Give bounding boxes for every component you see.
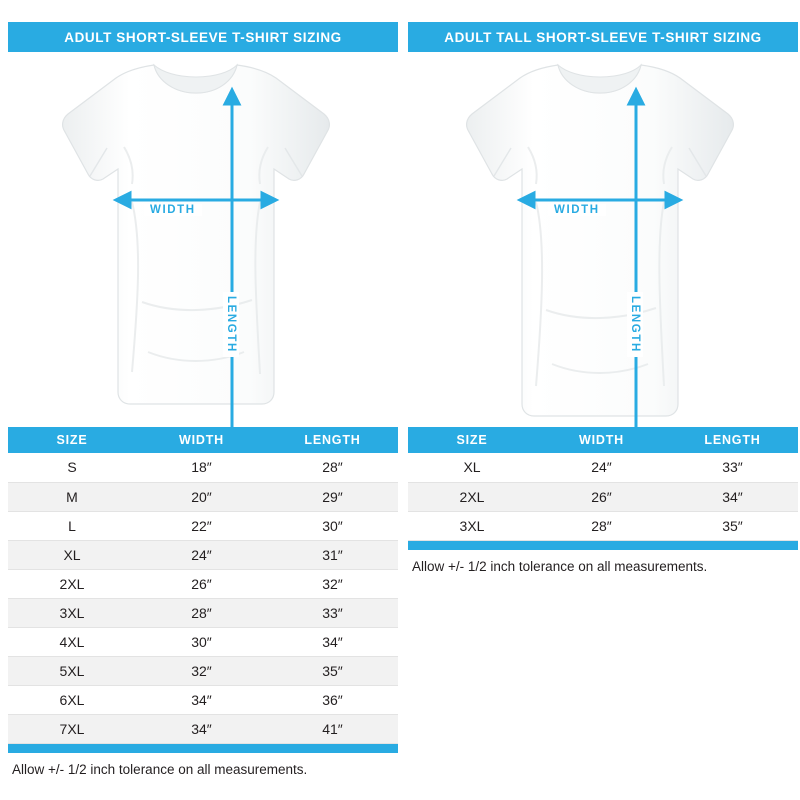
table-row [8, 482, 398, 511]
table-row [8, 685, 398, 714]
cell-length: 33″ [667, 453, 798, 482]
table-row [408, 511, 798, 540]
left-table-footer-bar [8, 744, 398, 753]
cell-size: 4XL [8, 627, 136, 656]
table-row [8, 511, 398, 540]
cell-width: 34″ [136, 714, 267, 743]
right-panel-title: ADULT TALL SHORT-SLEEVE T-SHIRT SIZING [444, 29, 762, 45]
adult-sizing-panel [8, 0, 398, 777]
cell-size: 2XL [8, 569, 136, 598]
column-header-width: WIDTH [579, 433, 624, 447]
table-header-row [8, 427, 398, 453]
cell-width: 26″ [136, 569, 267, 598]
tall-tshirt-graphic [408, 52, 798, 427]
cell-length: 28″ [267, 453, 398, 482]
table-row [408, 453, 798, 482]
cell-size: 6XL [8, 685, 136, 714]
left-width-label: WIDTH [144, 204, 202, 216]
column-header-width: WIDTH [179, 433, 224, 447]
cell-size: 2XL [408, 482, 536, 511]
right-width-label: WIDTH [548, 204, 606, 216]
cell-size: M [8, 482, 136, 511]
cell-size: XL [8, 540, 136, 569]
cell-width: 26″ [536, 482, 667, 511]
table-row [8, 627, 398, 656]
right-panel-header [408, 22, 798, 52]
adult-tall-sizing-panel [408, 0, 798, 574]
cell-size: 3XL [8, 598, 136, 627]
cell-width: 24″ [136, 540, 267, 569]
left-shirt-illustration [8, 52, 398, 427]
table-row [8, 656, 398, 685]
column-header-size: SIZE [56, 433, 88, 447]
right-tolerance-note: Allow +/- 1/2 inch tolerance on all measurements. [412, 558, 708, 574]
column-header-size: SIZE [456, 433, 488, 447]
cell-size: 7XL [8, 714, 136, 743]
table-row [8, 540, 398, 569]
adult-tall-size-table [408, 427, 798, 541]
cell-width: 18″ [136, 453, 267, 482]
tshirt-graphic [8, 52, 398, 427]
cell-width: 30″ [136, 627, 267, 656]
left-length-label: LENGTH [223, 292, 239, 357]
cell-length: 30″ [267, 511, 398, 540]
cell-width: 32″ [136, 656, 267, 685]
table-row [8, 569, 398, 598]
right-shirt-illustration [408, 52, 798, 427]
cell-length: 34″ [667, 482, 798, 511]
cell-width: 24″ [536, 453, 667, 482]
adult-size-table [8, 427, 398, 744]
left-tolerance-note: Allow +/- 1/2 inch tolerance on all measurements. [12, 761, 308, 777]
cell-length: 34″ [267, 627, 398, 656]
cell-length: 41″ [267, 714, 398, 743]
table-row [8, 714, 398, 743]
cell-size: XL [408, 453, 536, 482]
cell-length: 29″ [267, 482, 398, 511]
cell-length: 36″ [267, 685, 398, 714]
cell-length: 33″ [267, 598, 398, 627]
cell-length: 35″ [267, 656, 398, 685]
cell-length: 32″ [267, 569, 398, 598]
cell-width: 28″ [536, 511, 667, 540]
column-header-length: LENGTH [304, 433, 361, 447]
cell-width: 34″ [136, 685, 267, 714]
right-length-label: LENGTH [627, 292, 643, 357]
cell-width: 28″ [136, 598, 267, 627]
right-table-footer-bar [408, 541, 798, 550]
cell-width: 22″ [136, 511, 267, 540]
cell-size: 3XL [408, 511, 536, 540]
left-panel-header [8, 22, 398, 52]
cell-width: 20″ [136, 482, 267, 511]
cell-size: S [8, 453, 136, 482]
table-header-row [408, 427, 798, 453]
column-header-length: LENGTH [704, 433, 761, 447]
table-row [408, 482, 798, 511]
table-row [8, 453, 398, 482]
cell-length: 31″ [267, 540, 398, 569]
cell-length: 35″ [667, 511, 798, 540]
cell-size: 5XL [8, 656, 136, 685]
left-panel-title: ADULT SHORT-SLEEVE T-SHIRT SIZING [64, 29, 342, 45]
table-row [8, 598, 398, 627]
cell-size: L [8, 511, 136, 540]
